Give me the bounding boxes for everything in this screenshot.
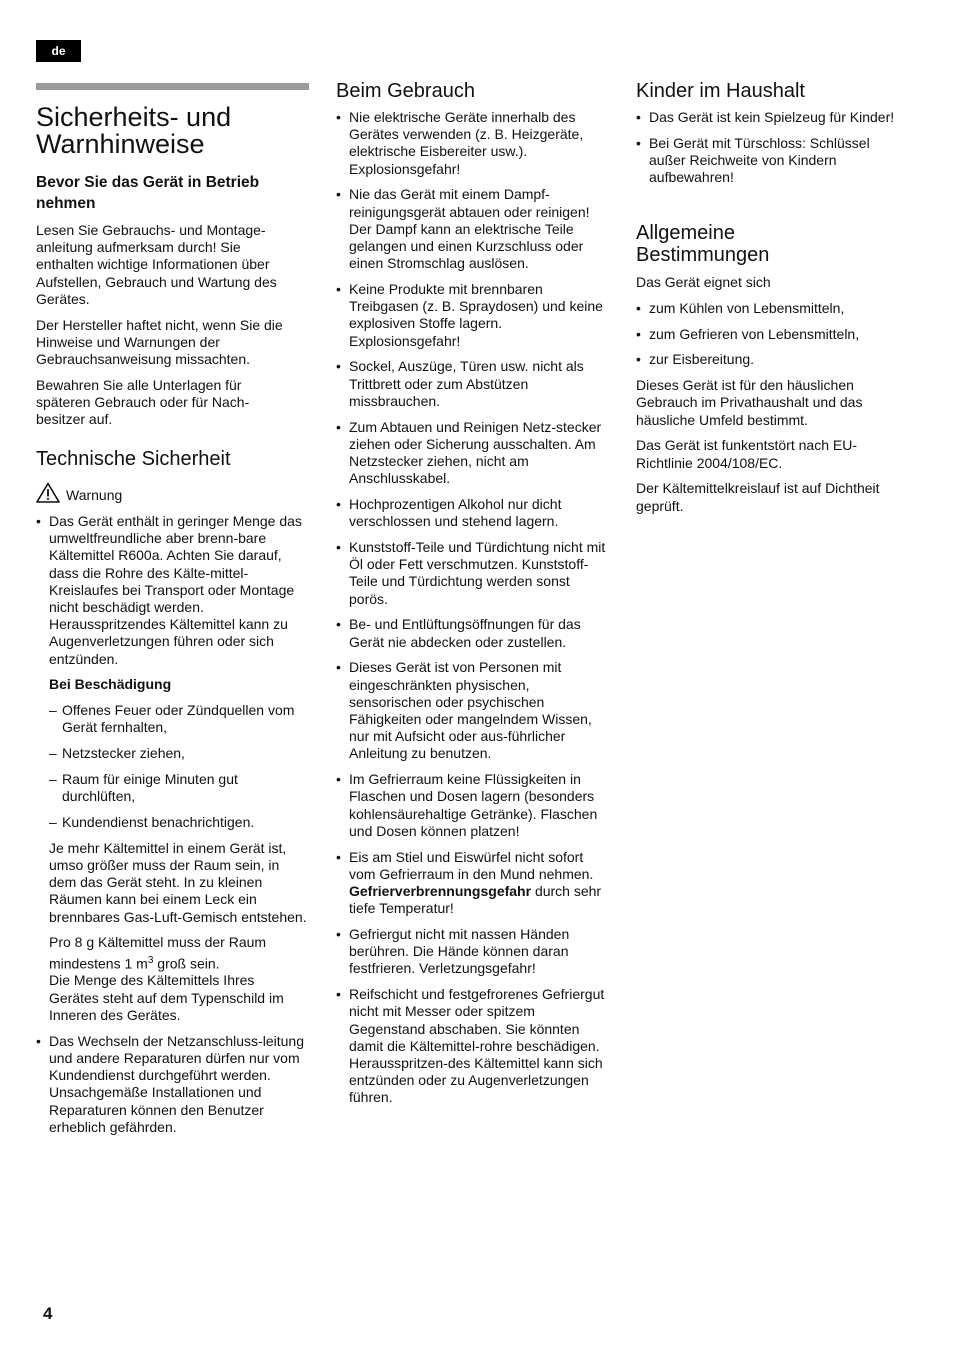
- tech-p-pro: [49, 934, 308, 1024]
- list-item: • Sockel, Auszüge, Türen usw. nicht als Trittbrett oder zum Abstützen missbrauchen.: [336, 358, 612, 410]
- list-item: • Das Gerät ist kein Spielzeug für Kinder!: [636, 109, 906, 126]
- list-item: • zur Eisbereitung.: [636, 351, 908, 368]
- use-ice-a: Eis am Stiel und Eiswürfel nicht sofort vom Gefrierraum in den Mund nehmen.: [349, 848, 594, 882]
- list-item: • Dieses Gerät ist von Personen mit eingeschränkten physischen, sensorischen oder psychischen Fähigkeiten oder mangelndem Wissen, nur mit Aufsicht oder aus-führlicher Anleitung zu benutzen.: [336, 659, 612, 762]
- list-item: – Netzstecker ziehen,: [49, 745, 308, 762]
- use-heading: Beim Gebrauch: [336, 80, 475, 102]
- list-item: • Be- und Entlüftungsöffnungen für das Gerät nie abdecken oder zustellen.: [336, 616, 612, 650]
- children-list: [636, 109, 906, 195]
- tech-p-pro-c: Die Menge des Kältemittels Ihres Gerätes steht auf dem Typenschild im Inneren des Gerätes.: [49, 972, 284, 1023]
- general-content: [636, 274, 908, 515]
- warning-icon: [36, 482, 60, 503]
- list-item: – Raum für einige Minuten gut durchlüften,: [49, 771, 308, 805]
- list-item: • Hochprozentigen Alkohol nur dicht verschlossen und stehend lagern.: [336, 496, 612, 530]
- tech-heading: Technische Sicherheit: [36, 448, 231, 470]
- tech-bullet1: Das Gerät enthält in geringer Menge das umweltfreundliche aber brenn-bare Kältemittel R600a. Achten Sie darauf, dass die Rohre des Kälte-mittel-Kreislaufes bei Transport oder Montage nicht beschädigt werden. Herausspritzendes Kältemittel kann zu Augenverletzungen führen oder sich entzünden.: [49, 513, 302, 667]
- before-use-heading: Bevor Sie das Gerät in Betrieb nehmen: [36, 174, 260, 212]
- general-section: [636, 222, 836, 266]
- before-use-p2: Der Hersteller haftet nicht, wenn Sie die Hinweise und Warnungen der Gebrauchsanweisung missachten.: [36, 316, 283, 368]
- list-item: [36, 513, 308, 1024]
- list-item: • Kunststoff-Teile und Türdichtung nicht mit Öl oder Fett verschmutzen. Kunststoff-Teile und Türdichtung werden sonst porös.: [336, 539, 612, 608]
- warning-label: Warnung: [66, 487, 123, 503]
- list-item: • Zum Abtauen und Reinigen Netz-stecker ziehen oder Sicherung ausschalten. Am Netzstecker ziehen, nicht am Anschlusskabel.: [336, 419, 612, 488]
- list-item: • zum Kühlen von Lebensmitteln,: [636, 300, 908, 317]
- tech-p-more: Je mehr Kältemittel in einem Gerät ist, umso größer muss der Raum sein, in dem das Gerät steht. In zu kleinen Räumen kann bei einem Leck ein brennbares Gas-Luft-Gemisch entstehen.: [49, 839, 307, 925]
- list-item: • Im Gefrierraum keine Flüssigkeiten in Flaschen und Dosen lagern (besonders kohlensäurehaltige Getränke). Flaschen und Dosen können platzen!: [336, 771, 612, 840]
- language-tag: de: [36, 40, 81, 62]
- list-item: • Bei Gerät mit Türschloss: Schlüssel außer Reichweite von Kindern aufbewahren!: [636, 135, 906, 187]
- general-p2: Das Gerät ist funkentstört nach EU-Richtlinie 2004/108/EC.: [636, 437, 857, 471]
- general-p3: Der Kältemittelkreislauf ist auf Dichtheit geprüft.: [636, 480, 880, 514]
- tech-p-pro-sup: 3: [147, 954, 154, 966]
- before-use-section: [36, 172, 311, 214]
- list-item: • Keine Produkte mit brennbaren Treibgasen (z. B. Spraydosen) und keine explosiven Stoffe lagern. Explosionsgefahr!: [336, 281, 612, 350]
- list-item: [336, 849, 612, 918]
- use-ice-bold: Gefrierverbrennungsgefahr: [349, 883, 532, 900]
- general-p1: Dieses Gerät ist für den häuslichen Gebrauch im Privathaushalt und das häusliche Umfeld bestimmt.: [636, 377, 863, 428]
- use-section: [336, 80, 614, 102]
- general-heading: Allgemeine Bestimmungen: [636, 222, 770, 266]
- before-use-p3: Bewahren Sie alle Unterlagen für späteren Gebrauch oder für Nach-besitzer auf.: [36, 376, 250, 428]
- list-item: • zum Gefrieren von Lebensmitteln,: [636, 326, 908, 343]
- general-intro: Das Gerät eignet sich: [636, 274, 771, 290]
- list-item: • Nie elektrische Geräte innerhalb des Gerätes verwenden (z. B. Heizgeräte, elektrische Eisbereiter usw.). Explosionsgefahr!: [336, 109, 612, 178]
- list-item: • Nie das Gerät mit einem Dampf-reinigungsgerät abtauen oder reinigen! Der Dampf kann an elektrische Teile gelangen und einen Kurzschluss oder einen Stromschlag auslösen.: [336, 186, 612, 272]
- list-item: – Offenes Feuer oder Zündquellen vom Gerät fernhalten,: [49, 702, 308, 736]
- tech-section: [36, 448, 311, 503]
- page-title: Sicherheits- und Warnhinweise: [36, 102, 232, 159]
- list-item: • Reifschicht und festgefrorenes Gefriergut nicht mit Messer oder spitzem Gegenstand abschaben. Sie könnten damit die Kältemittel-rohre beschädigen. Herausspritzen-des Kältemittel kann sich entzünden oder zu Augenverletzungen führen.: [336, 986, 612, 1106]
- list-item: • Das Wechseln der Netzanschluss-leitung und andere Reparaturen dürfen nur vom Kundendienst durchgeführt werden. Unsachgemäße Installationen und Reparaturen können den Benutzer erheblich gefährden.: [36, 1033, 308, 1136]
- list-item: – Kundendienst benachrichtigen.: [49, 814, 308, 831]
- use-list: [336, 109, 612, 1115]
- warning-row: [36, 481, 311, 503]
- tech-content: [36, 513, 308, 1145]
- tech-p-pro-b: groß sein.: [153, 955, 220, 972]
- children-section: [636, 80, 916, 102]
- title-rule: [36, 83, 309, 90]
- damage-heading: Bei Beschädigung: [49, 676, 172, 693]
- children-heading: Kinder im Haushalt: [636, 80, 805, 102]
- tech-p-pro-a: Pro 8 g Kältemittel muss der Raum mindestens 1 m: [49, 934, 267, 972]
- before-use-p1: Lesen Sie Gebrauchs- und Montage-anleitung aufmerksam durch! Sie enthalten wichtige Informationen über Aufstellen, Gebrauch und Wartung des Gerätes.: [36, 222, 277, 307]
- list-item: • Gefriergut nicht mit nassen Händen berühren. Die Hände können daran festfrieren. Verletzungsgefahr!: [336, 926, 612, 978]
- before-use-text: [36, 222, 298, 428]
- use-ice-b: durch sehr tiefe Temperatur!: [349, 883, 602, 917]
- page-number: 4: [43, 1304, 53, 1323]
